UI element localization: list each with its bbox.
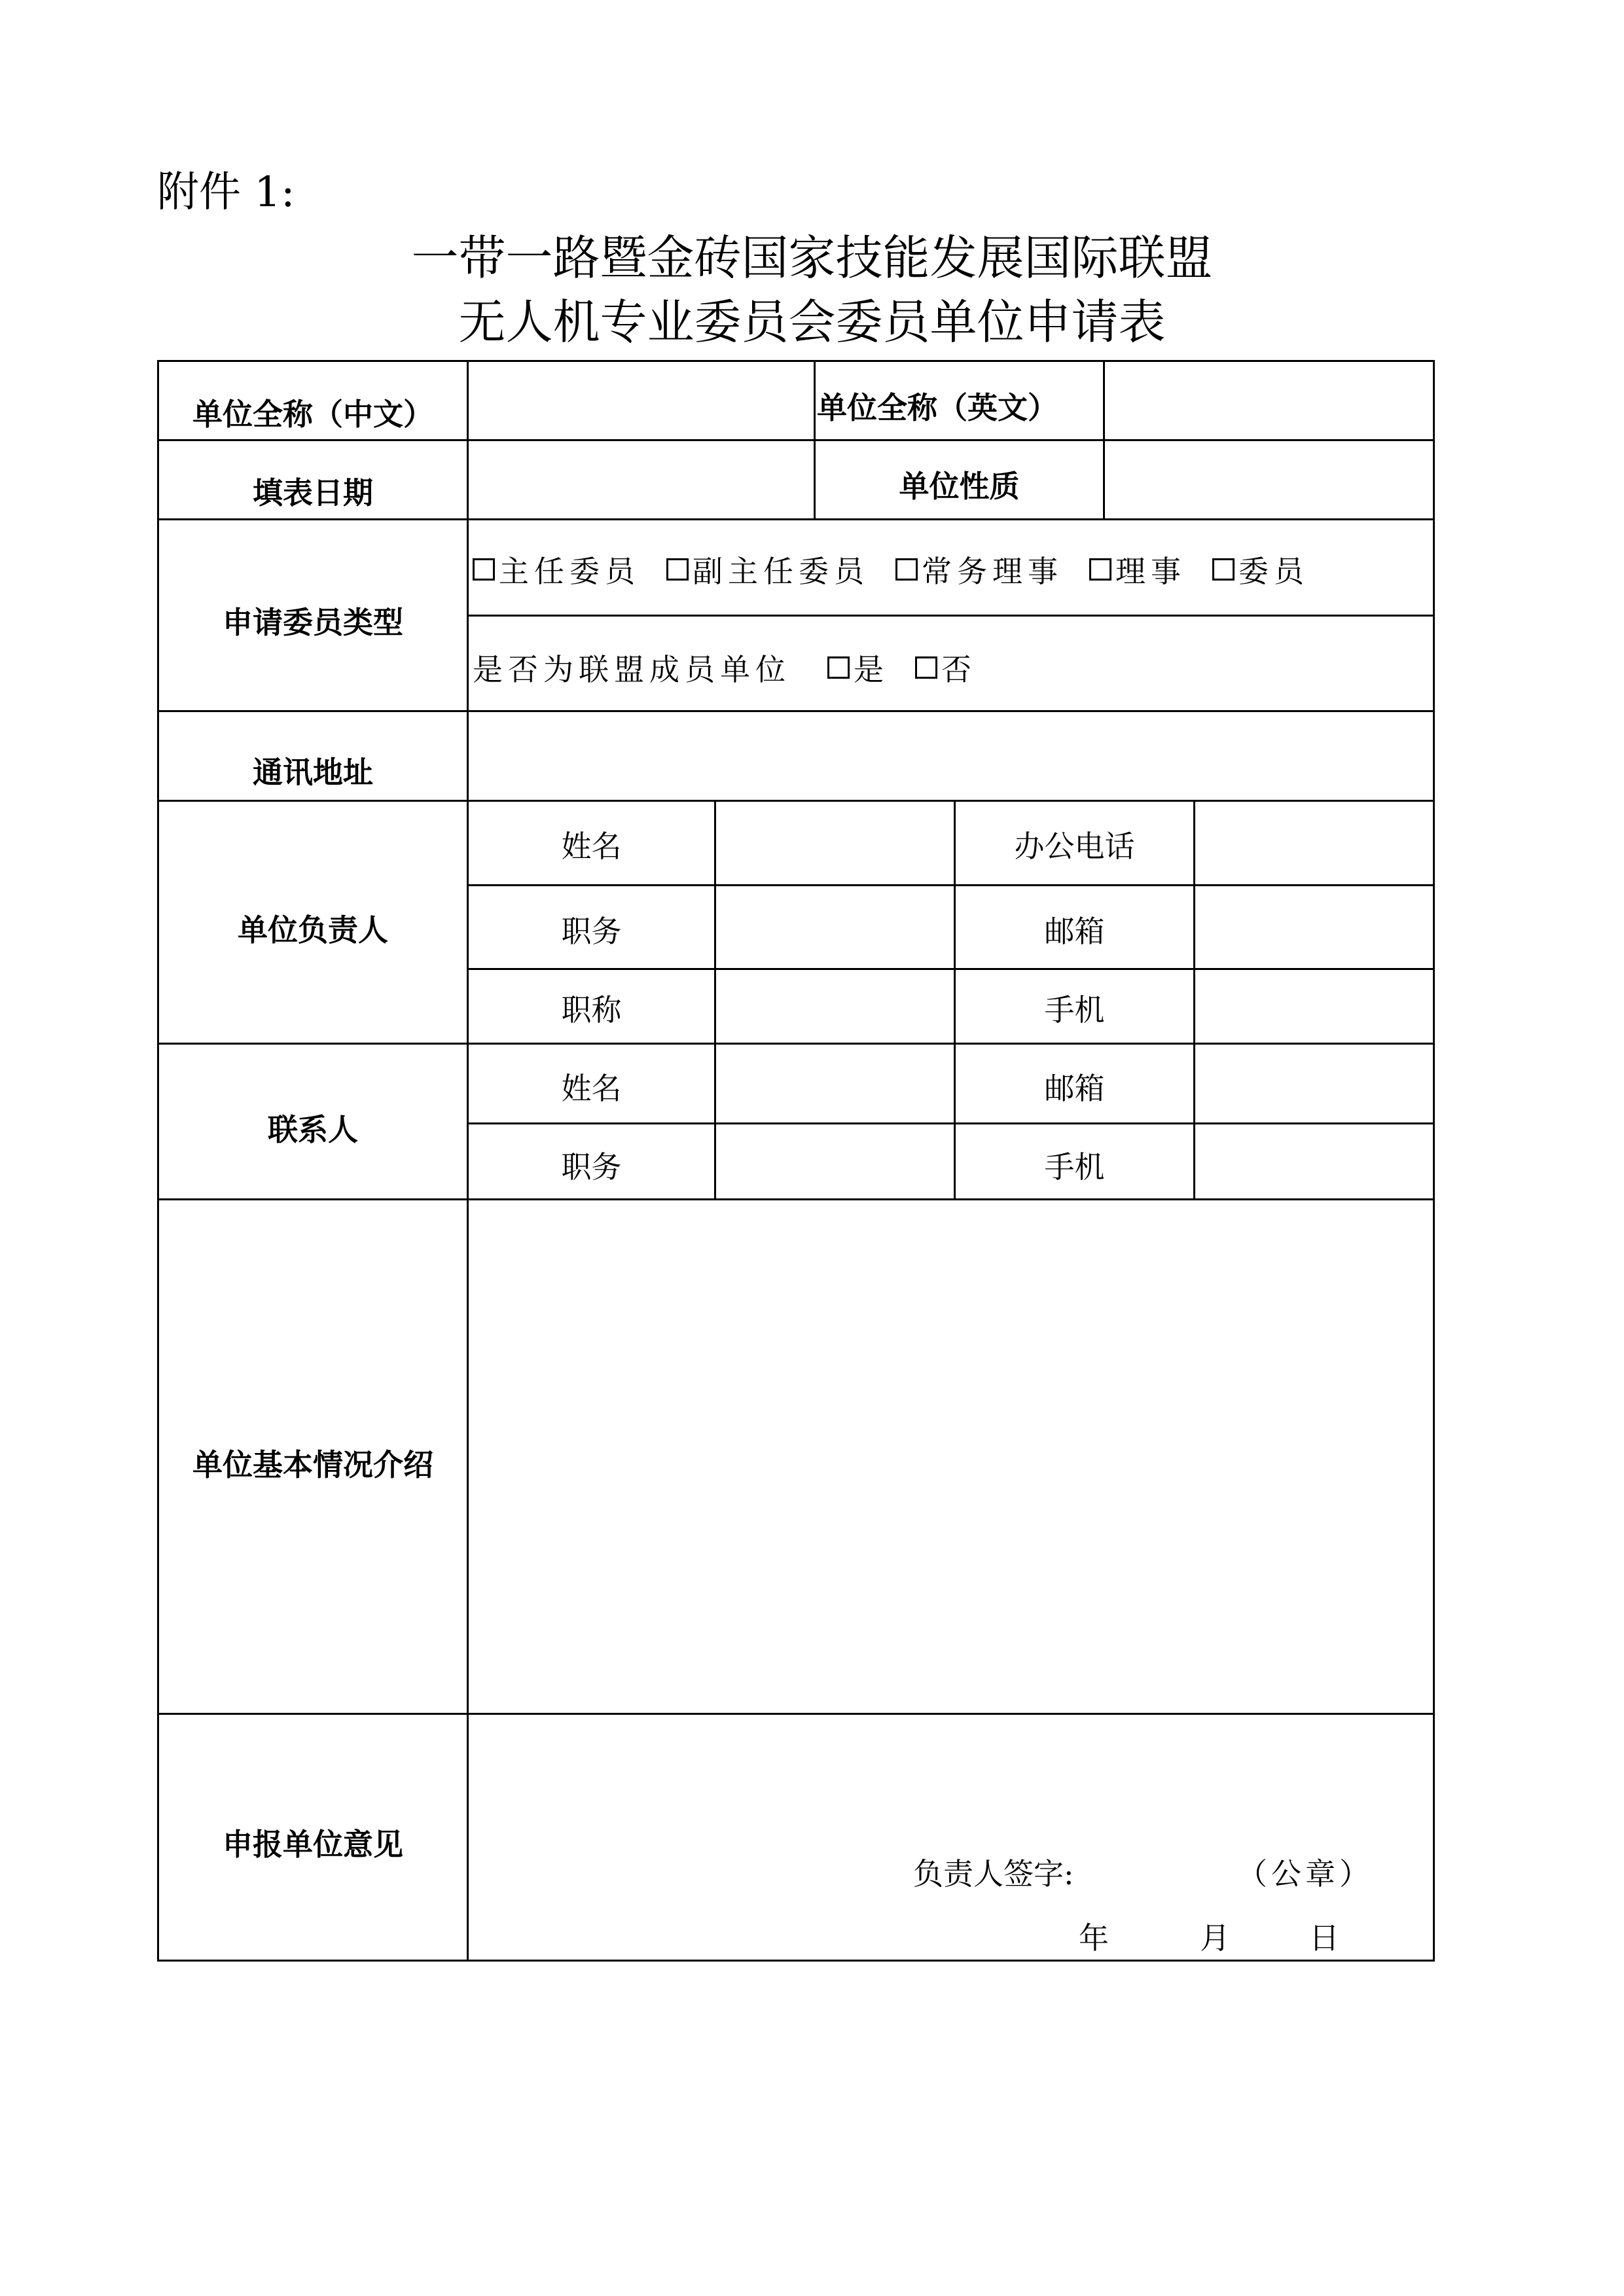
contact-label: 联系人 bbox=[268, 1112, 358, 1147]
contact-email-label: 邮箱 bbox=[1044, 1071, 1105, 1106]
date-month-label: 月 bbox=[1200, 1920, 1230, 1956]
leader-mobile-field[interactable] bbox=[1195, 970, 1433, 1043]
leader-office-phone-label: 办公电话 bbox=[1014, 829, 1135, 864]
option-council[interactable]: 理事 bbox=[1089, 548, 1186, 591]
checkbox-icon[interactable] bbox=[827, 656, 850, 679]
address-label: 通讯地址 bbox=[253, 755, 373, 790]
leader-title-field[interactable] bbox=[716, 970, 954, 1043]
unit-nature-label: 单位性质 bbox=[899, 469, 1020, 504]
option-deputy-director[interactable]: 副主任委员 bbox=[666, 548, 869, 591]
attachment-label: 附件 1: bbox=[157, 168, 295, 217]
leader-email-label: 邮箱 bbox=[1044, 914, 1105, 949]
address-field[interactable] bbox=[469, 712, 1433, 800]
form-title-line2: 无人机专业委员会委员单位申请表 bbox=[458, 295, 1166, 350]
fill-date-label: 填表日期 bbox=[253, 475, 373, 511]
intro-field[interactable] bbox=[469, 1200, 1433, 1713]
leader-title-label: 职称 bbox=[561, 992, 622, 1028]
leader-name-label: 姓名 bbox=[561, 829, 622, 864]
contact-mobile-field[interactable] bbox=[1195, 1124, 1433, 1198]
checkbox-icon[interactable] bbox=[473, 558, 495, 581]
contact-position-field[interactable] bbox=[716, 1124, 954, 1198]
opinion-field[interactable] bbox=[469, 1715, 1433, 1960]
unit-name-en-field[interactable] bbox=[1105, 362, 1433, 439]
intro-label: 单位基本情况介绍 bbox=[192, 1447, 433, 1482]
grid-line bbox=[467, 615, 1435, 617]
fill-date-field[interactable] bbox=[469, 441, 814, 518]
contact-position-label: 职务 bbox=[561, 1149, 622, 1185]
contact-mobile-label: 手机 bbox=[1044, 1149, 1105, 1185]
leader-mobile-label: 手机 bbox=[1044, 992, 1105, 1028]
unit-name-cn-field[interactable] bbox=[469, 362, 814, 439]
option-yes[interactable]: 是 bbox=[827, 646, 889, 689]
contact-name-field[interactable] bbox=[716, 1045, 954, 1122]
option-director[interactable]: 主任委员 bbox=[473, 548, 640, 591]
alliance-member-question: 是否为联盟成员单位 bbox=[473, 652, 791, 687]
grid-line bbox=[1433, 360, 1435, 1962]
option-member[interactable]: 委员 bbox=[1212, 548, 1309, 591]
form-title-line1: 一带一路暨金砖国家技能发展国际联盟 bbox=[411, 230, 1213, 285]
leader-email-field[interactable] bbox=[1195, 886, 1433, 968]
checkbox-icon[interactable] bbox=[666, 558, 689, 581]
signature-label: 负责人签字: bbox=[913, 1856, 1074, 1892]
member-type-options bbox=[473, 543, 1335, 596]
unit-nature-field[interactable] bbox=[1105, 441, 1433, 518]
checkbox-icon[interactable] bbox=[1089, 558, 1111, 581]
leader-position-label: 职务 bbox=[561, 914, 622, 949]
contact-name-label: 姓名 bbox=[561, 1071, 622, 1106]
grid-line bbox=[157, 1960, 1435, 1962]
contact-email-field[interactable] bbox=[1195, 1045, 1433, 1122]
option-no[interactable]: 否 bbox=[915, 646, 977, 689]
date-year-label: 年 bbox=[1079, 1920, 1109, 1956]
seal-label: （公章） bbox=[1237, 1856, 1373, 1892]
option-executive-council[interactable]: 常务理事 bbox=[895, 548, 1063, 591]
alliance-member-row bbox=[473, 641, 1003, 694]
unit-name-cn-label: 单位全称（中文） bbox=[192, 397, 433, 432]
leader-name-field[interactable] bbox=[716, 802, 954, 884]
checkbox-icon[interactable] bbox=[1212, 558, 1235, 581]
date-day-label: 日 bbox=[1309, 1920, 1339, 1956]
opinion-label: 申报单位意见 bbox=[223, 1827, 403, 1862]
apply-type-label: 申请委员类型 bbox=[223, 605, 403, 640]
leader-label: 单位负责人 bbox=[238, 912, 388, 948]
checkbox-icon[interactable] bbox=[915, 656, 937, 679]
leader-office-phone-field[interactable] bbox=[1195, 802, 1433, 884]
leader-position-field[interactable] bbox=[716, 886, 954, 968]
grid-line bbox=[157, 518, 1435, 520]
unit-name-en-label: 单位全称（英文） bbox=[817, 390, 1058, 425]
checkbox-icon[interactable] bbox=[895, 558, 918, 581]
